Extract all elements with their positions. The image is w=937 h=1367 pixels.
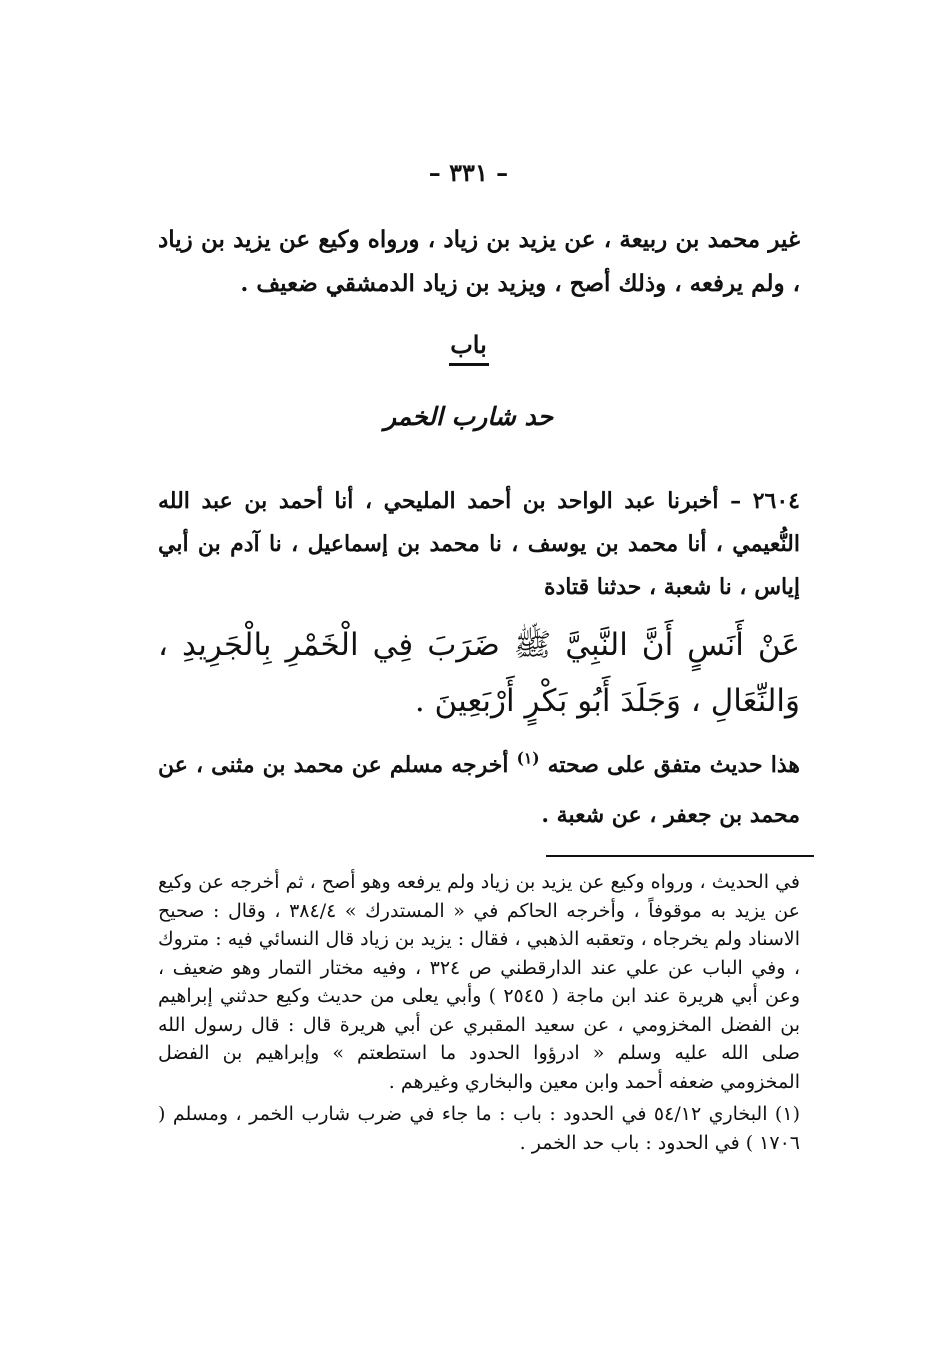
intro-paragraph: غير محمد بن ربيعة ، عن يزيد بن زياد ، ورواه وكيع عن يزيد بن زياد ، ولم يرفعه ، وذلك أصح ، ويزيد بن زياد الدمشقي ضعيف . — [158, 226, 800, 297]
bab-heading: باب — [450, 330, 487, 359]
footnote-continuation: في الحديث ، ورواه وكيع عن يزيد بن زياد ولم يرفعه وهو أصح ، ثم أخرجه عن وكيع عن يزيد به موقوفاً ، وأخرجه الحاكم في « المستدرك » ٣٨٤/٤ ، وقال : صحيح الاسناد ولم يخرجاه ، وتعقبه الذهبي ، فقال : يزيد بن زياد قال النسائي فيه : متروك ، وفي الباب عن علي عند الدارقطني ص ٣٢٤ ، وفيه مختار التمار وهو ضعيف ، وعن أبي هريرة عند ابن ماجة ( ٢٥٤٥ ) وأبي يعلى من حديث وكيع حدثني إبراهيم بن الفضل المخزومي ، عن سعيد المقبري عن أبي هريرة قال : قال رسول الله صلى الله عليه وسلم « ادرؤوا الحدود ما استطعتم » وإبراهيم بن الفضل المخزومي ضعفه أحمد وابن معين والبخاري وغيرهم . — [157, 871, 801, 1093]
footnote-divider — [546, 855, 814, 857]
section-heading — [0, 330, 937, 366]
footnote-reference: (١) — [516, 749, 540, 768]
page-number: – ٣٣١ – — [428, 158, 509, 187]
commentary-part1: هذا حديث متفق على صحته — [547, 752, 800, 778]
hadith-commentary — [158, 740, 800, 840]
hadith-isnad — [158, 480, 800, 609]
hadith-number: ٢٦٠٤ – — [730, 488, 800, 514]
chapter-title: حد شارب الخمر — [383, 402, 554, 431]
heading-underline — [449, 363, 489, 366]
footnote-1: (١) البخاري ٥٤/١٢ في الحدود : باب : ما جاء في ضرب شارب الخمر ، ومسلم ( ١٧٠٦ ) في الحدود : باب حد الخمر . — [158, 1103, 800, 1154]
hadith-matn: عَنْ أَنَسٍ أَنَّ النَّبِيَّ ﷺ ضَرَبَ فِي الْخَمْرِ بِالْجَرِيدِ ، وَالنِّعَالِ ، وَجَلَدَ أَبُو بَكْرٍ أَرْبَعِينَ . — [158, 627, 800, 719]
footnotes — [158, 868, 800, 1157]
commentary-part2: أخرجه مسلم عن محمد بن مثنى ، عن محمد بن جعفر ، عن شعبة . — [158, 752, 800, 828]
isnad-text: أخبرنا عبد الواحد بن أحمد المليحي ، أنا أحمد بن عبد الله النُّعيمي ، أنا محمد بن يوسف ، نا محمد بن إسماعيل ، نا آدم بن أبي إياس ، نا شعبة ، حدثنا قتادة — [158, 488, 800, 600]
